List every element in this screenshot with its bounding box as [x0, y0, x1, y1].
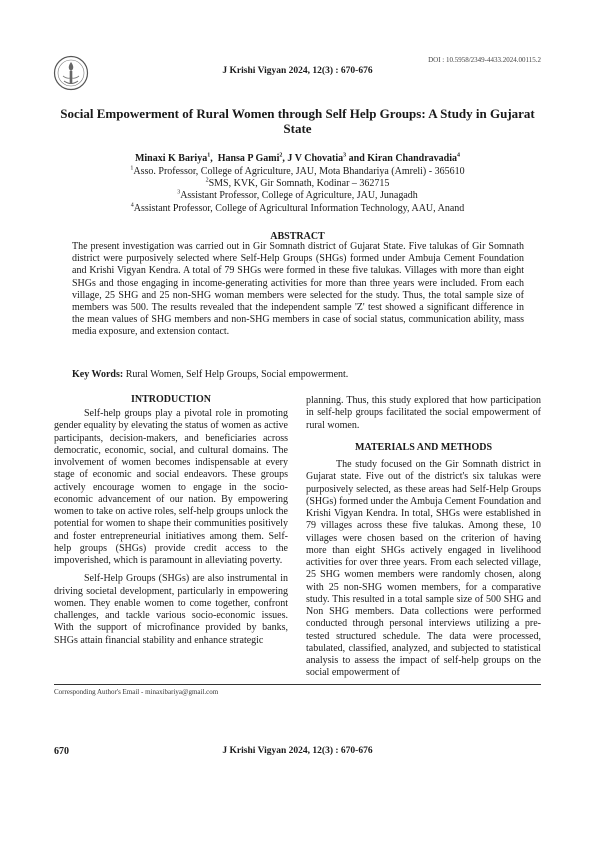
abstract-text: The present investigation was carried out in Gir Somnath district of Gujarat State. Five talukas of Gir Somnath district were purposively selected where Self-Help Groups (SHGs) formed under Ambuja Cement Foundation and Krishi Vigyan Kendra. A total of 79 SHGs were formed in these five talukas. Villages with more than eight SHGs and those engaging in income-generating activities for more than three years were included. From each village, 25 SHG and 25 non-SHG woman members were selected for the study. Thus, the total sample size of members was 500. The results revealed that the independent sample 'Z' test showed a significant difference in the mean values of SHG members and non-SHG members in case of social status, communication ability, mass media exposure, and extension contact.	[72, 241, 524, 338]
affiliation: $^3$Assistant Professor, College of Agriculture, JAU, Junagadh	[177, 190, 418, 202]
paragraph: planning. Thus, this study explored that how participation in self-help groups facilitated the social empowerment of rural women.	[306, 395, 541, 431]
journal-citation-footer: J Krishi Vigyan 2024, 12(3) : 670-676	[222, 746, 373, 756]
author-list: Minaxi K Bariya$^1$, Hansa P Gami$^2$, J V Chovatia$^3$ and Kiran Chandravadia$^4$	[134, 152, 461, 164]
corresponding-author-footnote: Corresponding Author's Email - minaxibariya@gmail.com	[54, 688, 219, 696]
paragraph: The study focused on the Gir Somnath district in Gujarat state. Five out of the district's six talukas were purposively selected, as these areas had Self-Help Groups (SHGs) formed under the Ambuja Cement Foundation and Krishi Vigyan Kendra. In total, SHGs were established in 79 villages across these five talukas. Among these, 10 villages were chosen based on the criterion of having more than eight SHGs actively engaged in livelihood activities for over three years. From each selected village, 25 SHG women members were randomly chosen, along with 25 non-SHG women members, for a comparative study. This resulted in a total sample size of 500 SHG and Non SHG members. Data collections were performed conducted through personal interviews utilizing a pre-tested structured schedule. The data were processed, tabulated, classified, analyzed, and subjected to statistical analysis to assess the impact of self-help groups on the social empowerment of	[306, 459, 541, 679]
keywords-list: Rural Women, Self Help Groups, Social empowerment.	[125, 369, 349, 380]
author-name: Hansa P Gami	[217, 153, 280, 164]
page-number: 670	[54, 746, 69, 757]
journal-citation-header: J Krishi Vigyan 2024, 12(3) : 670-676	[222, 66, 373, 76]
doi: DOI : 10.5958/2349-4433.2024.00115.2	[428, 56, 541, 64]
methods-heading: MATERIALS AND METHODS	[354, 442, 493, 453]
introduction-continuation	[306, 395, 541, 432]
introduction-heading: INTRODUCTION	[130, 394, 211, 405]
author-name: J V Chovatia	[287, 153, 344, 164]
author-name: Minaxi K Bariya	[134, 153, 208, 164]
paper-title: Social Empowerment of Rural Women through Self Help Groups: A Study in Gujarat State	[60, 106, 535, 136]
paragraph: Self-Help Groups (SHGs) are also instrumental in driving societal development, particularly in empowering women. They enable women to come together, confront challenges, and tackle various socio-economic issues. With the support of microfinance provided by banks, SHGs attain financial stability and enhance strategic	[54, 573, 288, 646]
introduction-body	[54, 408, 288, 647]
paragraph: Self-help groups play a pivotal role in promoting gender equality by elevating the status of women as active participants, decision-makers, and beneficiaries across democratic, economic, social, and cultural domains. The involvement of women becomes indispensable at every stage of economic and social endeavors. These groups actively encourage women to engage in the socio-economic advancement of our nation. By empowering women to take on active roles, self-help groups unlock the potential for women to shape their communities positively and foster entrepreneurial initiatives among them. Self-help groups (SHGs) provide credit access to the impoverished, which is paramount in alleviating poverty.	[54, 408, 288, 566]
author-name: Kiran Chandravadia	[367, 153, 458, 164]
affiliations	[40, 166, 555, 215]
methods-body	[306, 459, 541, 680]
abstract-heading: ABSTRACT	[270, 231, 325, 242]
keywords	[72, 369, 524, 380]
affiliation: $^1$Asso. Professor, College of Agriculture, JAU, Mota Bhandariya (Amreli) - 365610	[130, 165, 465, 177]
footnote-divider	[54, 684, 541, 685]
keywords-label: Key Words:	[72, 369, 124, 380]
affiliation: $^4$Assistant Professor, College of Agricultural Information Technology, AAU, Anand	[130, 202, 465, 214]
affiliation: $^2$SMS, KVK, Gir Somnath, Kodinar – 362715	[205, 177, 390, 190]
